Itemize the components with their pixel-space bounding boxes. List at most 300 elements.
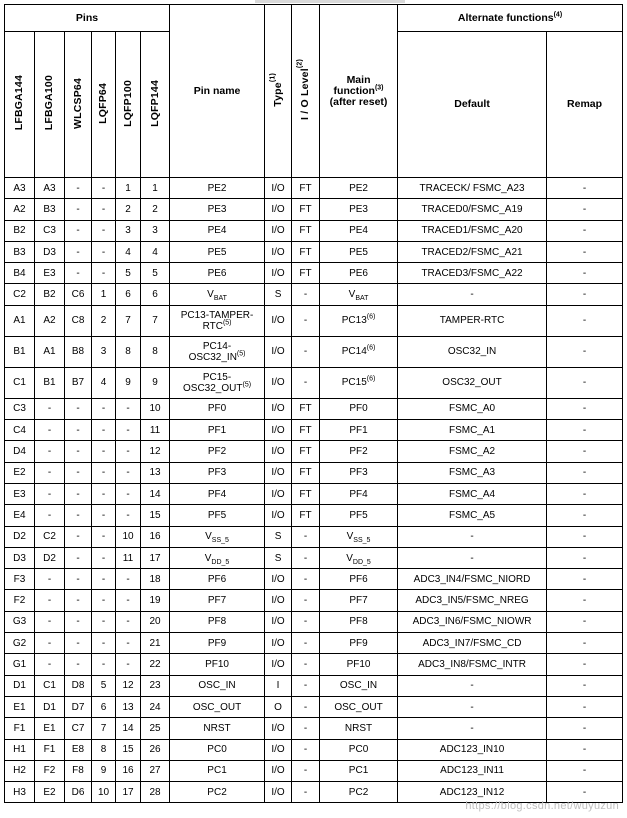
- pin-lqfp144: 25: [141, 718, 170, 739]
- pin-lqfp100: 10: [116, 526, 141, 547]
- pin-lqfp100: 8: [116, 336, 141, 367]
- pin-lfbga144: E1: [5, 696, 35, 717]
- remap-function: -: [547, 718, 623, 739]
- pin-lqfp144: 11: [141, 420, 170, 441]
- pin-lqfp100: -: [116, 505, 141, 526]
- pin-wlcsp64: -: [65, 420, 92, 441]
- pin-lfbga144: B2: [5, 220, 35, 241]
- pin-type: I/O: [265, 569, 292, 590]
- pin-lqfp144: 3: [141, 220, 170, 241]
- pin-wlcsp64: C6: [65, 284, 92, 305]
- main-function: $V_{SS\_5}$: [320, 526, 398, 547]
- pin-name: $V_{BAT}$: [170, 284, 265, 305]
- remap-function: -: [547, 220, 623, 241]
- table-row: [5, 569, 623, 590]
- pin-lfbga144: H2: [5, 760, 35, 781]
- remap-function: -: [547, 526, 623, 547]
- pin-lqfp100: 7: [116, 305, 141, 336]
- default-function: TRACED0/FSMC_A19: [398, 199, 547, 220]
- pin-lfbga144: F1: [5, 718, 35, 739]
- main-function: PF3: [320, 462, 398, 483]
- pin-lqfp64: -: [92, 241, 116, 262]
- pin-lfbga144: F2: [5, 590, 35, 611]
- pin-type: S: [265, 284, 292, 305]
- remap-function: -: [547, 199, 623, 220]
- main-function: PE2: [320, 178, 398, 199]
- pin-type: I/O: [265, 654, 292, 675]
- pin-lqfp144: 27: [141, 760, 170, 781]
- default-function: FSMC_A4: [398, 483, 547, 504]
- pin-type: I/O: [265, 739, 292, 760]
- pin-type: I/O: [265, 398, 292, 419]
- pin-lqfp144: 7: [141, 305, 170, 336]
- pin-type: I/O: [265, 718, 292, 739]
- pin-lqfp144: 16: [141, 526, 170, 547]
- pin-wlcsp64: -: [65, 398, 92, 419]
- pin-lqfp64: -: [92, 654, 116, 675]
- pin-type: I/O: [265, 782, 292, 803]
- pin-lqfp64: -: [92, 590, 116, 611]
- pin-type: I/O: [265, 760, 292, 781]
- pin-type: I/O: [265, 590, 292, 611]
- pinout-table: [4, 4, 623, 803]
- pin-lqfp64: 6: [92, 696, 116, 717]
- pin-lqfp100: 14: [116, 718, 141, 739]
- main-function: PC1: [320, 760, 398, 781]
- pin-lqfp100: 1: [116, 178, 141, 199]
- io-level: -: [292, 633, 320, 654]
- remap-function: -: [547, 483, 623, 504]
- pin-name: PF1: [170, 420, 265, 441]
- main-function: $V_{BAT}$: [320, 284, 398, 305]
- default-function: FSMC_A3: [398, 462, 547, 483]
- remap-header: Remap: [547, 32, 623, 178]
- pin-lfbga144: B1: [5, 336, 35, 367]
- pin-lqfp144: 8: [141, 336, 170, 367]
- pin-wlcsp64: -: [65, 220, 92, 241]
- pin-lqfp144: 17: [141, 547, 170, 568]
- default-function: -: [398, 284, 547, 305]
- pin-wlcsp64: C8: [65, 305, 92, 336]
- default-function: OSC32_OUT: [398, 367, 547, 398]
- pin-lqfp64: 9: [92, 760, 116, 781]
- pin-lqfp64: -: [92, 398, 116, 419]
- pin-lqfp100: 3: [116, 220, 141, 241]
- pin-lfbga100: -: [35, 441, 65, 462]
- table-row: [5, 505, 623, 526]
- pin-lqfp64: -: [92, 569, 116, 590]
- pin-lfbga100: B2: [35, 284, 65, 305]
- pin-name: OSC_IN: [170, 675, 265, 696]
- pin-lfbga144: D1: [5, 675, 35, 696]
- remap-function: -: [547, 367, 623, 398]
- pin-lqfp144: 10: [141, 398, 170, 419]
- table-row: [5, 199, 623, 220]
- pin-lfbga144: G2: [5, 633, 35, 654]
- pin-wlcsp64: -: [65, 505, 92, 526]
- pin-name: PF7: [170, 590, 265, 611]
- remap-function: -: [547, 739, 623, 760]
- pin-type: I/O: [265, 263, 292, 284]
- default-function: FSMC_A0: [398, 398, 547, 419]
- pin-wlcsp64: F8: [65, 760, 92, 781]
- pin-lfbga100: E1: [35, 718, 65, 739]
- type-header: Type$^{(1)}$: [265, 5, 292, 178]
- pin-lqfp100: -: [116, 441, 141, 462]
- pin-lfbga144: C3: [5, 398, 35, 419]
- io-level: -: [292, 782, 320, 803]
- pin-lqfp100: -: [116, 611, 141, 632]
- pin-lfbga144: D2: [5, 526, 35, 547]
- main-function: OSC_IN: [320, 675, 398, 696]
- pin-lqfp100: -: [116, 462, 141, 483]
- remap-function: -: [547, 284, 623, 305]
- table-row: [5, 398, 623, 419]
- pin-lqfp144: 15: [141, 505, 170, 526]
- remap-function: -: [547, 633, 623, 654]
- pin-lqfp144: 13: [141, 462, 170, 483]
- pin-lqfp100: -: [116, 633, 141, 654]
- pin-name: PF4: [170, 483, 265, 504]
- pin-lqfp64: 10: [92, 782, 116, 803]
- pin-name: PE6: [170, 263, 265, 284]
- pin-name: NRST: [170, 718, 265, 739]
- main-function: PF8: [320, 611, 398, 632]
- pkg-header-wlcsp64: WLCSP64: [65, 32, 92, 178]
- pin-lfbga100: -: [35, 420, 65, 441]
- default-function: TRACED1/FSMC_A20: [398, 220, 547, 241]
- pin-name: PE3: [170, 199, 265, 220]
- pin-name: PC15- OSC32_OUT$^{(5)}$: [170, 367, 265, 398]
- pin-lqfp100: 6: [116, 284, 141, 305]
- pin-lfbga144: F3: [5, 569, 35, 590]
- table-row: [5, 367, 623, 398]
- pin-lqfp64: -: [92, 420, 116, 441]
- table-row: [5, 305, 623, 336]
- pin-wlcsp64: D6: [65, 782, 92, 803]
- pin-type: I/O: [265, 505, 292, 526]
- pin-lfbga100: -: [35, 654, 65, 675]
- pin-name: PF10: [170, 654, 265, 675]
- pin-lqfp144: 6: [141, 284, 170, 305]
- caption-remnant: [255, 0, 405, 3]
- remap-function: -: [547, 462, 623, 483]
- default-function: ADC3_IN6/FSMC_NIOWR: [398, 611, 547, 632]
- pin-lqfp64: 7: [92, 718, 116, 739]
- pin-wlcsp64: B8: [65, 336, 92, 367]
- main-function: PF1: [320, 420, 398, 441]
- main-function: PF9: [320, 633, 398, 654]
- main-function-header: Main function$^{(3)}$ (after reset): [320, 5, 398, 178]
- pin-wlcsp64: -: [65, 547, 92, 568]
- pin-lfbga144: G1: [5, 654, 35, 675]
- default-function: TAMPER-RTC: [398, 305, 547, 336]
- pin-lqfp144: 18: [141, 569, 170, 590]
- pin-lfbga100: D2: [35, 547, 65, 568]
- default-function: OSC32_IN: [398, 336, 547, 367]
- pin-lqfp144: 19: [141, 590, 170, 611]
- remap-function: -: [547, 696, 623, 717]
- pin-wlcsp64: -: [65, 654, 92, 675]
- default-function: ADC3_IN7/FSMC_CD: [398, 633, 547, 654]
- pin-lqfp100: 12: [116, 675, 141, 696]
- table-row: [5, 220, 623, 241]
- pin-lqfp100: -: [116, 569, 141, 590]
- pin-lqfp100: -: [116, 590, 141, 611]
- pin-name: $V_{DD\_5}$: [170, 547, 265, 568]
- pin-lqfp64: 1: [92, 284, 116, 305]
- pin-lfbga144: A3: [5, 178, 35, 199]
- pin-type: O: [265, 696, 292, 717]
- pin-wlcsp64: D8: [65, 675, 92, 696]
- pin-lqfp100: -: [116, 398, 141, 419]
- remap-function: -: [547, 569, 623, 590]
- pin-type: I/O: [265, 199, 292, 220]
- default-function: FSMC_A5: [398, 505, 547, 526]
- table-row: [5, 483, 623, 504]
- pin-lfbga144: B4: [5, 263, 35, 284]
- table-row: [5, 263, 623, 284]
- default-function: ADC3_IN8/FSMC_INTR: [398, 654, 547, 675]
- pin-name: PF6: [170, 569, 265, 590]
- pin-lfbga100: E3: [35, 263, 65, 284]
- remap-function: -: [547, 305, 623, 336]
- pin-lfbga100: A2: [35, 305, 65, 336]
- remap-function: -: [547, 675, 623, 696]
- pin-lfbga100: F2: [35, 760, 65, 781]
- io-level: -: [292, 305, 320, 336]
- pkg-header-lqfp100: LQFP100: [116, 32, 141, 178]
- main-function: PF4: [320, 483, 398, 504]
- main-function: PC14$^{(6)}$: [320, 336, 398, 367]
- pin-lfbga100: A1: [35, 336, 65, 367]
- table-row: [5, 633, 623, 654]
- remap-function: -: [547, 547, 623, 568]
- pin-lfbga144: H1: [5, 739, 35, 760]
- table-row: [5, 590, 623, 611]
- main-function: PC0: [320, 739, 398, 760]
- main-function: PF10: [320, 654, 398, 675]
- pin-lqfp64: -: [92, 547, 116, 568]
- pin-lfbga144: E2: [5, 462, 35, 483]
- pin-wlcsp64: -: [65, 241, 92, 262]
- pin-lqfp100: 11: [116, 547, 141, 568]
- top-strip: [0, 0, 627, 3]
- main-function: OSC_OUT: [320, 696, 398, 717]
- pin-lfbga100: C2: [35, 526, 65, 547]
- pin-lfbga100: -: [35, 611, 65, 632]
- pin-lfbga100: D1: [35, 696, 65, 717]
- pin-lqfp144: 21: [141, 633, 170, 654]
- io-level: -: [292, 739, 320, 760]
- pin-wlcsp64: -: [65, 590, 92, 611]
- io-level: FT: [292, 178, 320, 199]
- main-function: PE5: [320, 241, 398, 262]
- pin-type: S: [265, 526, 292, 547]
- pin-type: S: [265, 547, 292, 568]
- table-row: [5, 178, 623, 199]
- pin-lfbga100: -: [35, 398, 65, 419]
- pin-lfbga144: E3: [5, 483, 35, 504]
- pin-lfbga100: E2: [35, 782, 65, 803]
- watermark: https://blog.csdn.net/wuyuzun: [465, 800, 619, 812]
- table-row: [5, 420, 623, 441]
- remap-function: -: [547, 611, 623, 632]
- main-function: PF7: [320, 590, 398, 611]
- io-level: FT: [292, 263, 320, 284]
- pin-wlcsp64: -: [65, 441, 92, 462]
- io-level: -: [292, 590, 320, 611]
- remap-function: -: [547, 263, 623, 284]
- pin-lfbga144: A1: [5, 305, 35, 336]
- pin-type: I/O: [265, 220, 292, 241]
- pin-lfbga144: D3: [5, 547, 35, 568]
- pin-name: PF5: [170, 505, 265, 526]
- pin-wlcsp64: -: [65, 569, 92, 590]
- pin-lqfp144: 14: [141, 483, 170, 504]
- default-function: TRACED3/FSMC_A22: [398, 263, 547, 284]
- pin-lfbga144: E4: [5, 505, 35, 526]
- pkg-header-lfbga100: LFBGA100: [35, 32, 65, 178]
- pin-lqfp100: -: [116, 483, 141, 504]
- table-row: [5, 611, 623, 632]
- pin-lqfp64: -: [92, 611, 116, 632]
- io-level: -: [292, 696, 320, 717]
- main-function: PF6: [320, 569, 398, 590]
- pins-header: Pins: [5, 5, 170, 32]
- pin-name: PF9: [170, 633, 265, 654]
- default-function: -: [398, 696, 547, 717]
- table-row: [5, 675, 623, 696]
- default-function: TRACECK/ FSMC_A23: [398, 178, 547, 199]
- io-level: -: [292, 675, 320, 696]
- pin-lqfp64: 4: [92, 367, 116, 398]
- pin-type: I/O: [265, 305, 292, 336]
- pin-lfbga144: G3: [5, 611, 35, 632]
- pin-name: PF2: [170, 441, 265, 462]
- pin-lqfp100: -: [116, 420, 141, 441]
- pin-lqfp144: 1: [141, 178, 170, 199]
- io-level: FT: [292, 220, 320, 241]
- pin-lfbga100: D3: [35, 241, 65, 262]
- default-function: -: [398, 675, 547, 696]
- pin-lqfp144: 5: [141, 263, 170, 284]
- remap-function: -: [547, 420, 623, 441]
- pin-lqfp64: 2: [92, 305, 116, 336]
- pin-lfbga100: B1: [35, 367, 65, 398]
- remap-function: -: [547, 782, 623, 803]
- pin-lqfp64: -: [92, 462, 116, 483]
- pin-lqfp100: 9: [116, 367, 141, 398]
- pin-type: I/O: [265, 336, 292, 367]
- default-function: ADC123_IN11: [398, 760, 547, 781]
- main-function: PE6: [320, 263, 398, 284]
- pin-lqfp64: -: [92, 483, 116, 504]
- pin-lfbga144: C1: [5, 367, 35, 398]
- main-function: PF0: [320, 398, 398, 419]
- pin-lqfp144: 9: [141, 367, 170, 398]
- pin-name: PC14- OSC32_IN$^{(5)}$: [170, 336, 265, 367]
- pin-name: PC13-TAMPER- RTC$^{(5)}$: [170, 305, 265, 336]
- remap-function: -: [547, 654, 623, 675]
- pin-lfbga100: F1: [35, 739, 65, 760]
- default-function: FSMC_A1: [398, 420, 547, 441]
- pin-lqfp64: 5: [92, 675, 116, 696]
- pin-type: I/O: [265, 483, 292, 504]
- io-level: -: [292, 718, 320, 739]
- io-level: -: [292, 760, 320, 781]
- main-function: $V_{DD\_5}$: [320, 547, 398, 568]
- main-function: NRST: [320, 718, 398, 739]
- table-row: [5, 547, 623, 568]
- pin-lqfp144: 22: [141, 654, 170, 675]
- default-function: ADC123_IN12: [398, 782, 547, 803]
- pin-name-header: Pin name: [170, 5, 265, 178]
- default-function: -: [398, 547, 547, 568]
- pin-lfbga100: -: [35, 590, 65, 611]
- pin-lqfp100: 16: [116, 760, 141, 781]
- main-function: PE3: [320, 199, 398, 220]
- remap-function: -: [547, 241, 623, 262]
- pin-name: PC2: [170, 782, 265, 803]
- pin-wlcsp64: -: [65, 199, 92, 220]
- pin-wlcsp64: -: [65, 178, 92, 199]
- pin-lqfp100: 13: [116, 696, 141, 717]
- pin-name: PE5: [170, 241, 265, 262]
- table-row: [5, 760, 623, 781]
- io-level: FT: [292, 241, 320, 262]
- pin-type: I/O: [265, 441, 292, 462]
- pin-lqfp144: 12: [141, 441, 170, 462]
- table-row: [5, 526, 623, 547]
- pkg-header-lqfp144: LQFP144: [141, 32, 170, 178]
- default-function: FSMC_A2: [398, 441, 547, 462]
- io-level: -: [292, 569, 320, 590]
- pin-type: I/O: [265, 462, 292, 483]
- pin-lqfp100: -: [116, 654, 141, 675]
- io-level-header: I / O Level$^{(2)}$: [292, 5, 320, 178]
- table-body: [5, 178, 623, 803]
- io-level: -: [292, 547, 320, 568]
- pin-lfbga144: C2: [5, 284, 35, 305]
- io-level: -: [292, 367, 320, 398]
- pin-lqfp64: -: [92, 505, 116, 526]
- remap-function: -: [547, 336, 623, 367]
- table-row: [5, 241, 623, 262]
- io-level: FT: [292, 199, 320, 220]
- main-function: PF2: [320, 441, 398, 462]
- pin-type: I/O: [265, 178, 292, 199]
- main-function: PC13$^{(6)}$: [320, 305, 398, 336]
- default-function: ADC123_IN10: [398, 739, 547, 760]
- pin-lqfp144: 2: [141, 199, 170, 220]
- pin-lqfp64: -: [92, 263, 116, 284]
- remap-function: -: [547, 398, 623, 419]
- pin-lfbga144: D4: [5, 441, 35, 462]
- pin-lqfp64: -: [92, 526, 116, 547]
- pin-wlcsp64: -: [65, 611, 92, 632]
- default-function: ADC3_IN5/FSMC_NREG: [398, 590, 547, 611]
- main-function: PE4: [320, 220, 398, 241]
- pin-name: PF3: [170, 462, 265, 483]
- pin-wlcsp64: B7: [65, 367, 92, 398]
- main-function: PC15$^{(6)}$: [320, 367, 398, 398]
- pin-lqfp64: -: [92, 441, 116, 462]
- main-function: PF5: [320, 505, 398, 526]
- alt-functions-header: Alternate functions$^{(4)}$: [398, 5, 623, 32]
- table-row: [5, 462, 623, 483]
- pin-type: I/O: [265, 420, 292, 441]
